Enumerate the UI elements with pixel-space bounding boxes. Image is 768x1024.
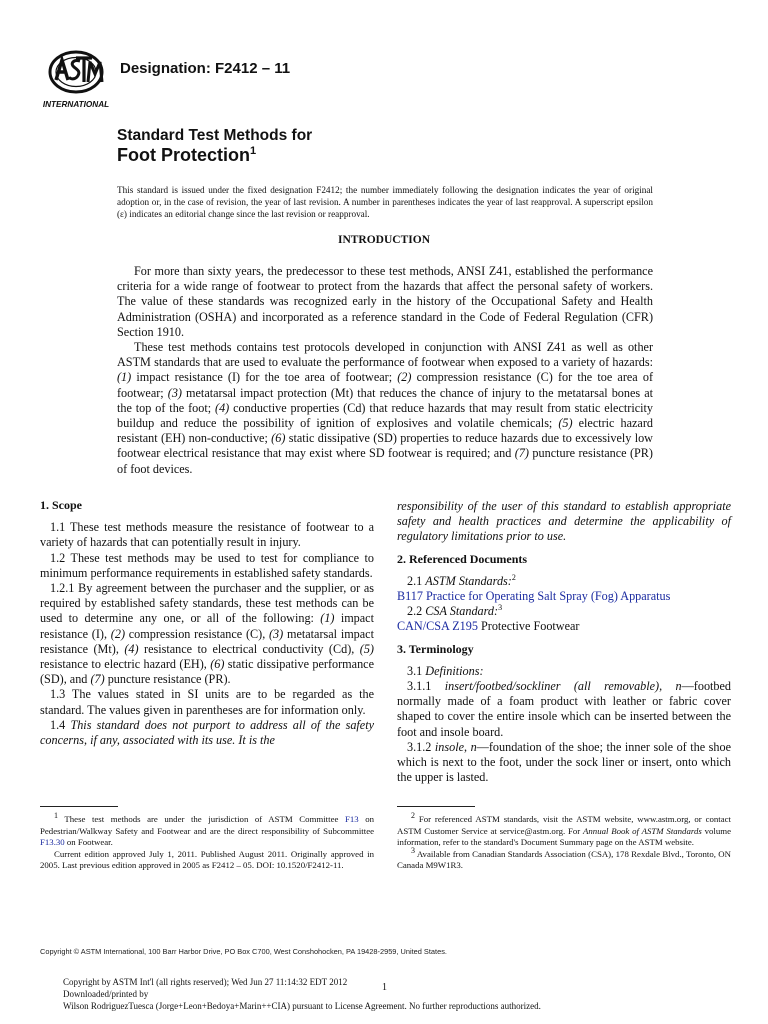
b117-title-link[interactable]: Practice for Operating Salt Spray (Fog) Apparatus [422,589,671,604]
ref-csa-z195: CAN/CSA Z195 Protective Footwear [397,619,580,634]
footnote-3: $^3$ Available from Canadian Standards Association (CSA), 178 Rexdale Blvd., Toronto, ON Canada M9W1R3. [397,845,731,871]
introduction-body [117,264,653,477]
download-line-2: Downloaded/printed by [63,988,149,999]
footnote-2: $^2$ For referenced ASTM standards, visit the ASTM website, www.astm.org, or contact ASTM Customer Service at service@astm.org. For Annual Book of ASTM Standards volume information, refer to the standard's Document Summary page on the ASTM website. [397,811,731,848]
csa-standard-label: 2.2 CSA Standard:$^3$ [407,603,503,619]
title-line-2 [117,145,256,166]
term-3-1-1: 3.1.1 insert/footbed/sockliner (all removable), n—footbed normally made of a foam product with leather or fabric cover shaped to cover the entire insole which can be inserted between the foot and insole board. [397,679,732,739]
terminology-heading: 3. Terminology [397,641,474,656]
copyright-line: Copyright © ASTM International, 100 Barr Harbor Drive, PO Box C700, West Conshohocken, PA 19428-2959, United States. [40,947,447,956]
title-line-1: Standard Test Methods for [117,127,313,144]
scope-1-1: 1.1 These test methods measure the resistance of footwear to a variety of hazards that can potentially result in injury. [40,520,374,550]
download-line-3: Wilson RodriguezTuesca (Jorge+Leon+Bedoya+Marin++CIA) pursuant to License Agreement. No further reproductions authorized. [63,1000,541,1011]
issued-note: This standard is issued under the fixed designation F2412; the number immediately following the designation indicates the year of original adoption or, in the case of revision, the year of last revision. A number in parentheses indicates the year of last reapproval. A superscript epsilon (ε) indicates an editorial change since the last revision or reapproval. [117,185,653,219]
download-notice [63,977,541,1012]
footnote-rule-left [40,806,118,807]
definitions-label: 3.1 Definitions: [407,663,484,678]
f13-30-link[interactable]: F13.30 [40,837,65,848]
csa-z195-link[interactable]: CAN/CSA Z195 [397,619,478,634]
f13-link[interactable]: F13 [344,814,359,824]
b117-link[interactable]: B117 [397,589,423,604]
designation: Designation: F2412 – 11 [120,60,291,77]
scope-1-2: 1.2 These test methods may be used to test for compliance to minimum performance requirements in established safety standards. [40,550,374,580]
footnote-1: $^1$ These test methods are under the jurisdiction of ASTM Committee F13 on Pedestrian/Walkway Safety and Footwear and are the direct responsibility of Subcommittee F13.30 on Footwear. [40,811,374,848]
intro-paragraph-2: These test methods contains test protocols developed in conjunction with ANSI Z41 as well as other ASTM standards that are used to evaluate the performance of footwear when exposed to a variety of hazards: (1) impact resistance (I) for the toe area of footwear; (2) compression resistance (C) for the toe area of footwear; (3) metatarsal impact protection (Mt) that reduces the chance of injury to the metatarsal bones at the top of the foot; (4) conductive properties (Cd) that reduce hazards that may result from static electricity buildup and reduce the possibility of ignition of explosives and volatile chemicals; (5) electric hazard resistant (EH) non-conductive; (6) static dissipative (SD) properties to reduce hazards due to excessively low footwear electrical resistance that may exist where SD footwear is required; and (7) puncture resistance (PR) of foot devices. [117,340,654,476]
scope-heading: 1. Scope [40,498,82,512]
intro-paragraph-1: For more than sixty years, the predecessor to these test methods, ANSI Z41, established the performance criteria for a wide range of footwear to protect from the hazards that affect the personal safety of workers. The value of these standards was recognized early in the history of the Occupational Safety and Health Administration (OSHA) and incorporated as a reference standard in the Code of Federal Regulation (CFR) Section 1910. [117,264,653,339]
scope-1-4-continued: responsibility of the user of this standard to establish appropriate safety and health practices and determine the applicability of regulatory limitations prior to use. [397,499,731,544]
footnotes-right [397,811,731,872]
astm-standards-label: 2.1 ASTM Standards:$^2$ [407,572,516,588]
footnotes-left [40,811,374,872]
left-column [40,498,374,748]
footnote-rule-right [397,806,475,807]
footnote-1-edition: Current edition approved July 1, 2011. Published August 2011. Originally approved in 2005. Last previous edition approved in 2005 as F2412 – 05. DOI: 10.1520/F2412-11. [40,848,374,871]
ref-b117 [397,589,731,604]
title-footnote-ref: 1 [250,145,257,157]
scope-1-2-1: 1.2.1 By agreement between the purchaser and the supplier, or as required by established safety standards, these test methods can be used to determine any one, or all of the following: (1) impact resistance (I), (2) compression resistance (C), (3) metatarsal impact resistance (Mt), (4) resistance to electrical conductivity (Cd), (5) resistance to electric hazard (EH), (6) static dissipative performance (SD), and (7) puncture resistance (PR). [40,581,374,687]
page-number: 1 [382,982,387,993]
title-main: Foot Protection [117,145,250,165]
logo-text: INTERNATIONAL [42,100,110,109]
referenced-documents-heading: 2. Referenced Documents [397,551,528,566]
astm-logo [40,50,112,110]
term-3-1-2: 3.1.2 insole, n—foundation of the shoe; the inner sole of the shoe which is next to the foot, under the sock liner or insert, onto which the upper is lasted. [397,739,732,785]
right-column [397,499,731,785]
scope-1-3: 1.3 The values stated in SI units are to be regarded as the standard. The values given in parentheses are for information only. [40,687,374,717]
scope-1-4: 1.4 This standard does not purport to address all of the safety concerns, if any, associated with its use. It is the [40,717,374,748]
introduction-heading: INTRODUCTION [337,234,430,246]
download-line-1: Copyright by ASTM Int'l (all rights reserved); Wed Jun 27 11:14:32 EDT 2012 [63,977,348,987]
